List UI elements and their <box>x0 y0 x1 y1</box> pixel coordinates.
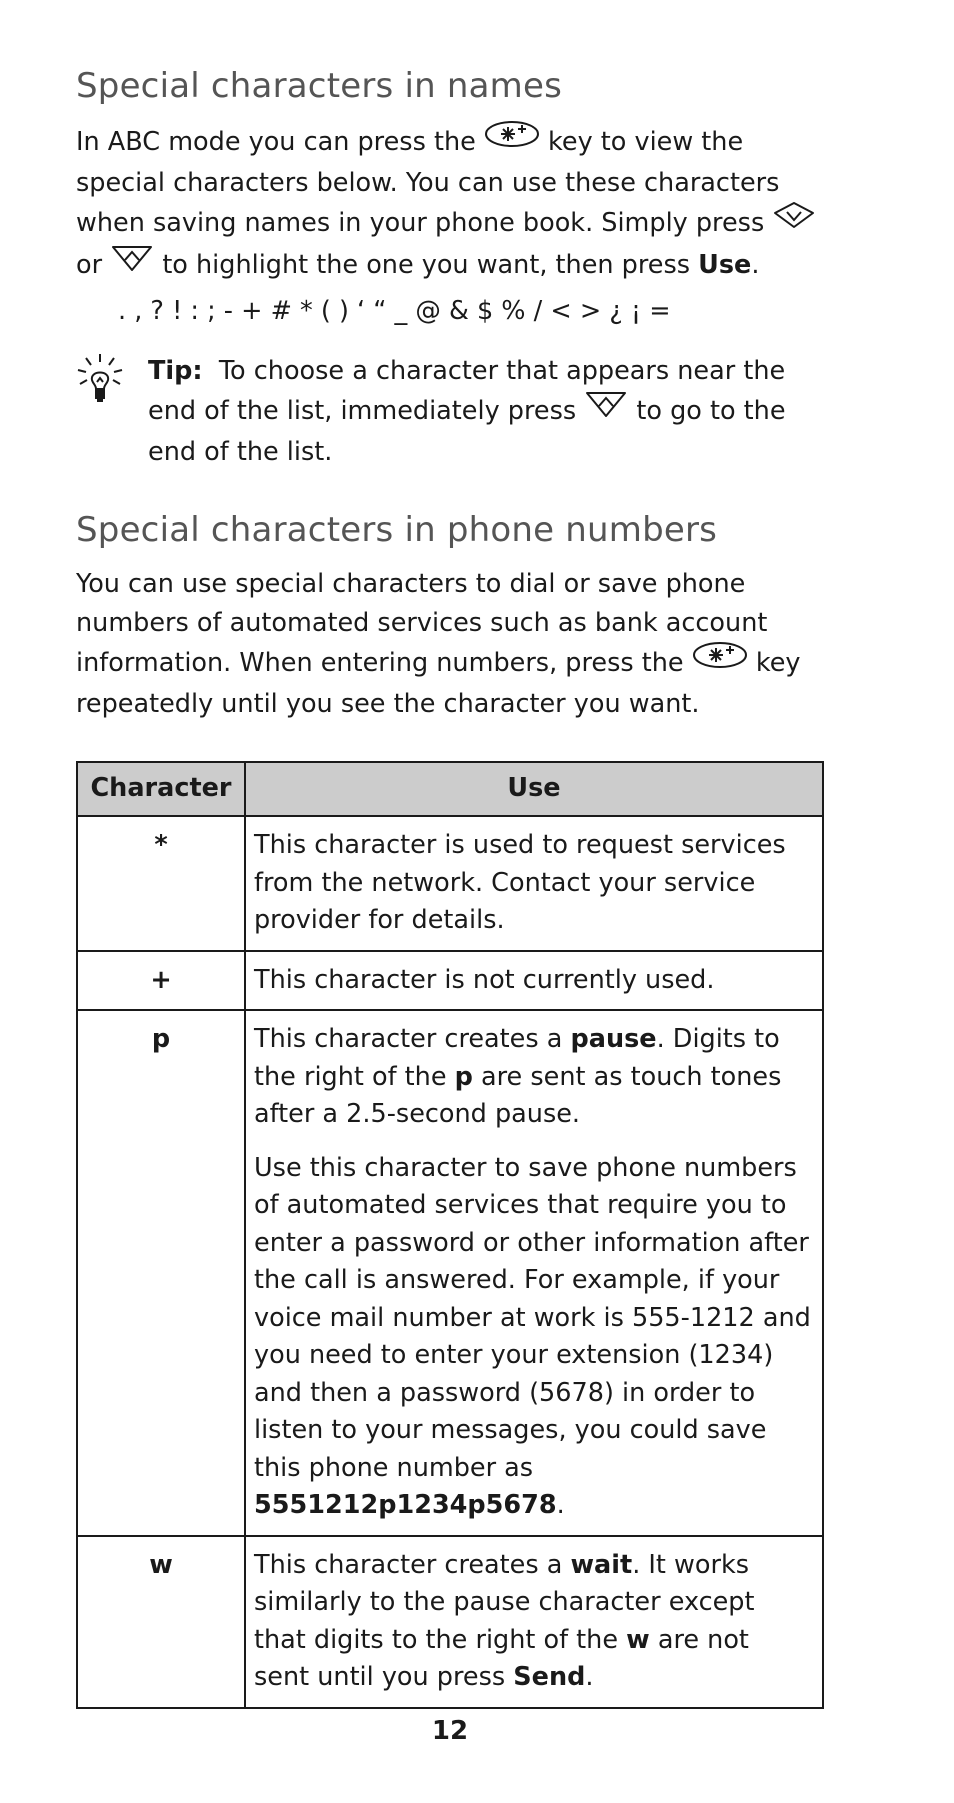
use-command: Use <box>698 250 752 280</box>
text-span: . <box>556 1490 565 1520</box>
table-header-row <box>77 762 823 816</box>
text-span: Use this character to save phone numbers of automated services that require you to enter a password or other information after the call is answered. For example, if your voice mail number at work is 555-1212 and you need to enter your extension (1234) and then a password (5678) in order to listen to your messages, you could save this phone number as <box>254 1152 811 1483</box>
text-span: . It works similarly to the pause character except that digits to the right of the <box>254 1549 755 1655</box>
heading-special-characters-phone-numbers: Special characters in phone numbers <box>76 510 718 550</box>
names-text-5: . <box>751 250 760 280</box>
lightbulb-tip-icon <box>76 352 124 404</box>
text-span: . <box>585 1662 594 1692</box>
star-key-icon <box>484 119 540 161</box>
names-text-4: to highlight the one you want, then press <box>162 250 691 280</box>
text-span: are not sent until you press <box>254 1624 749 1692</box>
wait-description <box>254 1547 812 1697</box>
character-cell: * <box>77 816 245 951</box>
text-span: This character creates a <box>254 1549 563 1580</box>
phone-paragraph <box>76 565 824 724</box>
heading-special-characters-names: Special characters in names <box>76 66 562 106</box>
bold-term: wait <box>570 1549 633 1580</box>
text-span: . Digits to the right of the <box>254 1024 780 1092</box>
scroll-down-key-icon <box>772 200 816 242</box>
table-row <box>77 1010 823 1536</box>
text-span: are sent as touch tones after a 2.5-second pause. <box>254 1061 782 1129</box>
example-number: 5551212p1234p5678 <box>254 1490 557 1520</box>
tip-text <box>148 352 824 472</box>
use-cell <box>245 1010 823 1536</box>
use-cell: This character is used to request services from the network. Contact your service provider for details. <box>245 816 823 951</box>
scroll-up-key-icon <box>584 388 628 430</box>
bold-term: pause <box>570 1024 657 1054</box>
column-header-character: Character <box>77 762 245 816</box>
use-cell <box>245 1536 823 1708</box>
bold-term: Send <box>513 1662 586 1692</box>
character-cell: p <box>77 1010 245 1536</box>
text-span: This character creates a <box>254 1024 563 1054</box>
star-key-icon <box>692 640 748 682</box>
pause-description <box>254 1021 812 1134</box>
names-text-2: key to view the special characters below. You can use these characters when saving names in your phone book. Simply press <box>76 127 780 238</box>
phone-text-2: key repeatedly until you see the character you want. <box>76 648 801 719</box>
character-cell: + <box>77 951 245 1011</box>
scroll-up-key-icon <box>110 242 154 284</box>
bold-term: p <box>454 1061 473 1092</box>
phone-text-1: You can use special characters to dial or save phone numbers of automated services such as bank account information. When entering numbers, press the <box>76 569 768 678</box>
use-cell: This character is not currently used. <box>245 951 823 1011</box>
special-characters-list: . , ? ! : ; - + # * ( ) ‘ “ _ @ & $ % / < > ¿ ¡ = <box>118 296 671 326</box>
table-row <box>77 816 823 951</box>
bold-term: w <box>626 1624 650 1655</box>
tip-text-1: To choose a character that appears near the end of the list, immediately press <box>148 356 786 426</box>
page-number: 12 <box>431 1716 469 1746</box>
names-text-3: or <box>76 250 103 280</box>
table-row <box>77 951 823 1011</box>
tip-label: Tip: <box>148 356 203 386</box>
tip-text-2: to go to the end of the list. <box>148 396 786 467</box>
character-cell: w <box>77 1536 245 1708</box>
special-characters-table <box>76 761 824 1709</box>
names-text-1: In ABC mode you can press the <box>76 127 476 157</box>
column-header-use: Use <box>245 762 823 816</box>
names-paragraph <box>76 122 824 287</box>
pause-example <box>254 1150 812 1525</box>
table-row <box>77 1536 823 1708</box>
